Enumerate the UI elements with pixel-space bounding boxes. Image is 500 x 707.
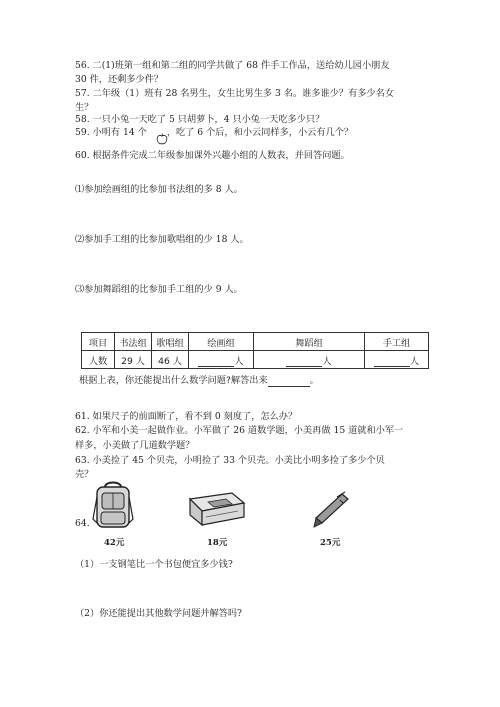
singing-count: 46 人 xyxy=(152,351,189,369)
q56-line2: 30 件，还剩多少件？ xyxy=(75,74,164,85)
q63-line1: 63. 小美捡了 45 个贝壳，小明捡了 33 个贝壳。小美比小明多捡了多少个贝 xyxy=(75,455,385,466)
pencil-case-icon xyxy=(186,489,246,527)
q64-sub-question-1: （1）一支钢笔比一个书包便宜多少钱? xyxy=(75,559,233,570)
answer-blank[interactable] xyxy=(374,356,410,367)
row-label: 人数 xyxy=(82,351,115,369)
pencil-case-price: 18元 xyxy=(207,538,228,548)
table-header-cell: 项目 xyxy=(82,333,115,351)
pen-price: 25元 xyxy=(320,538,341,548)
table-header-cell: 手工组 xyxy=(365,333,429,351)
table-header-row xyxy=(82,333,429,351)
answer-blank[interactable] xyxy=(198,356,234,367)
q59-text xyxy=(75,127,353,139)
table-header-cell: 舞蹈组 xyxy=(254,333,365,351)
q62-line1: 62. 小军和小美一起做作业。小军做了 26 道数学题，小美再做 15 道就和小军一 xyxy=(75,425,404,436)
apple-icon xyxy=(156,133,168,145)
answer-blank[interactable] xyxy=(286,356,322,367)
q64-sub-question-2: （2）你还能提出其他数学问题并解答吗? xyxy=(75,608,242,619)
backpack-price: 42元 xyxy=(104,538,125,548)
interest-group-table xyxy=(81,332,429,369)
q64-label: 64. xyxy=(75,518,90,529)
q60-question: 根据上表，你还能提出什么数学问题?解答出来 。 xyxy=(79,375,319,386)
q63-line2: 壳？ xyxy=(75,469,94,480)
pen-icon xyxy=(310,490,352,530)
answer-blank[interactable] xyxy=(268,376,310,387)
q60-intro: 60. 根据条件完成二年级参加课外兴趣小组的人数表，并回答问题。 xyxy=(75,150,350,161)
calligraphy-count: 29 人 xyxy=(115,351,152,369)
q57-line1: 57. 二年级（1）班有 28 名男生，女生比男生多 3 名。谁多谁少？有多少名女 xyxy=(75,88,395,99)
table-header-cell: 绘画组 xyxy=(189,333,254,351)
q61-text: 61. 如果尺子的前面断了，看不到 0 刻度了，怎么办？ xyxy=(75,411,298,422)
table-header-cell: 书法组 xyxy=(115,333,152,351)
backpack-icon xyxy=(91,479,135,531)
q59-after: ，吃了 6 个后，和小云同样多，小云有几个？ xyxy=(166,127,354,138)
q60-condition-2: ⑵参加手工组的比参加歌唱组的少 18 人。 xyxy=(75,234,249,245)
table-row xyxy=(82,351,429,369)
drawing-count[interactable]: 人 xyxy=(189,351,254,369)
q59-before: 59. 小明有 14 个 xyxy=(75,127,147,138)
q57-line2: 生？ xyxy=(75,102,94,113)
q62-line2: 样多，小美做了几道数学题？ xyxy=(75,440,195,451)
q60-condition-1: ⑴参加绘画组的比参加书法组的多 8 人。 xyxy=(75,184,243,195)
q58-text: 58. 一只小兔一天吃了 5 只胡萝卜，4 只小兔一天吃多少只？ xyxy=(75,114,325,125)
q56-line1: 56. 二(1)班第一组和第二组的同学共做了 68 件手工作品，送给幼儿园小朋友 xyxy=(75,60,390,71)
table-header-cell: 歌唱组 xyxy=(152,333,189,351)
q60-condition-3: ⑶参加舞蹈组的比参加手工组的少 9 人。 xyxy=(75,284,243,295)
dance-count[interactable]: 人 xyxy=(254,351,365,369)
handcraft-count[interactable]: 人 xyxy=(365,351,429,369)
